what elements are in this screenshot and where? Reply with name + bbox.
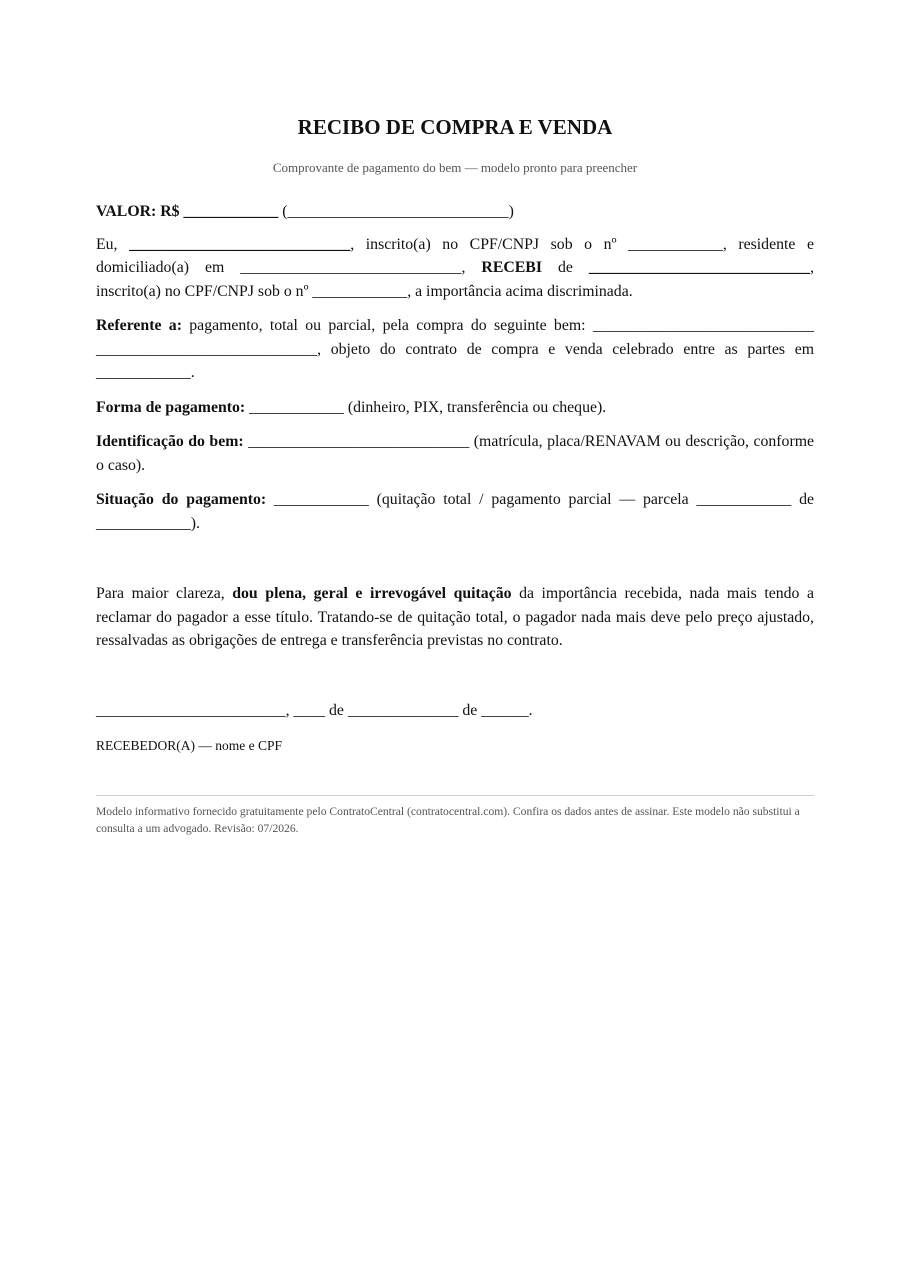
document-body: [96, 200, 814, 755]
p1-payer-blank: ____________________________: [129, 235, 351, 253]
valor-line: [96, 200, 814, 224]
paragraph-forma-pagamento: [96, 396, 814, 420]
paragraph-situacao: [96, 488, 814, 535]
valor-label: VALOR: R$ ____________: [96, 203, 279, 220]
document-title: RECIBO DE COMPRA E VENDA: [297, 115, 613, 139]
referente-text: pagamento, total ou parcial, pela compra do seguinte bem: ____________________________ ____________________________, objeto do contrato de compra e venda celebrado entre as partes em ____________.: [96, 317, 814, 381]
p1-text-e: de: [541, 259, 589, 276]
valor-extenso: (____________________________): [278, 203, 514, 220]
quitacao-text-a: Para maior clareza,: [96, 585, 233, 602]
receiver-label: RECEBEDOR(A) — nome e CPF: [96, 738, 283, 753]
p1-text-c: , inscrito(a) no CPF/CNPJ sob o nº ____________, residente e domiciliado(a) em ____________________________,: [96, 235, 814, 276]
date-signature-line: ________________________, ____ de ______________ de ______.: [96, 701, 533, 719]
situacao-text: ____________ (quitação total / pagamento parcial — parcela ____________ de ____________).: [96, 491, 814, 532]
forma-pagamento-text: ____________ (dinheiro, PIX, transferência ou cheque).: [245, 398, 607, 416]
paragraph-quitacao: [96, 582, 814, 653]
p1-recebi: RECEBI: [481, 259, 542, 276]
p1-text-g: , inscrito(a) no CPF/CNPJ sob o nº ____________, a importância acima discriminada.: [96, 259, 815, 300]
spacer: [96, 664, 814, 699]
paragraph-referente: [96, 314, 814, 385]
referente-label: Referente a:: [96, 317, 182, 334]
situacao-label: Situação do pagamento:: [96, 491, 267, 508]
spacer: [96, 546, 814, 582]
quitacao-text-c: da importância recebida, nada mais tendo a reclamar do pagador a esse título. Tratando-se de quitação total, o pagador nada mais deve pelo preço ajustado, ressalvadas as obrigações de entrega e transferência previstas no contrato.: [96, 585, 814, 649]
p1-receiver-blank: ____________________________: [588, 259, 811, 276]
paragraph-identificacao: [96, 430, 814, 477]
identificacao-label: Identificação do bem:: [96, 433, 244, 450]
forma-pagamento-label: Forma de pagamento:: [96, 398, 246, 416]
document-subtitle: Comprovante de pagamento do bem — modelo pronto para preencher: [272, 160, 638, 175]
footer-divider: [96, 795, 814, 796]
quitacao-bold: dou plena, geral e irrevogável quitação: [232, 585, 512, 602]
footer-note: Modelo informativo fornecido gratuitamente pelo ContratoCentral (contratocentral.com). Confira os dados antes de assinar. Este modelo não substitui a consulta a um advogado. Revisão: 07/2026.: [96, 805, 800, 835]
paragraph-recebi: [96, 233, 814, 304]
identificacao-text: ____________________________ (matrícula, placa/RENAVAM ou descrição, conforme o caso).: [96, 433, 815, 474]
p1-text-a: Eu,: [96, 235, 130, 253]
